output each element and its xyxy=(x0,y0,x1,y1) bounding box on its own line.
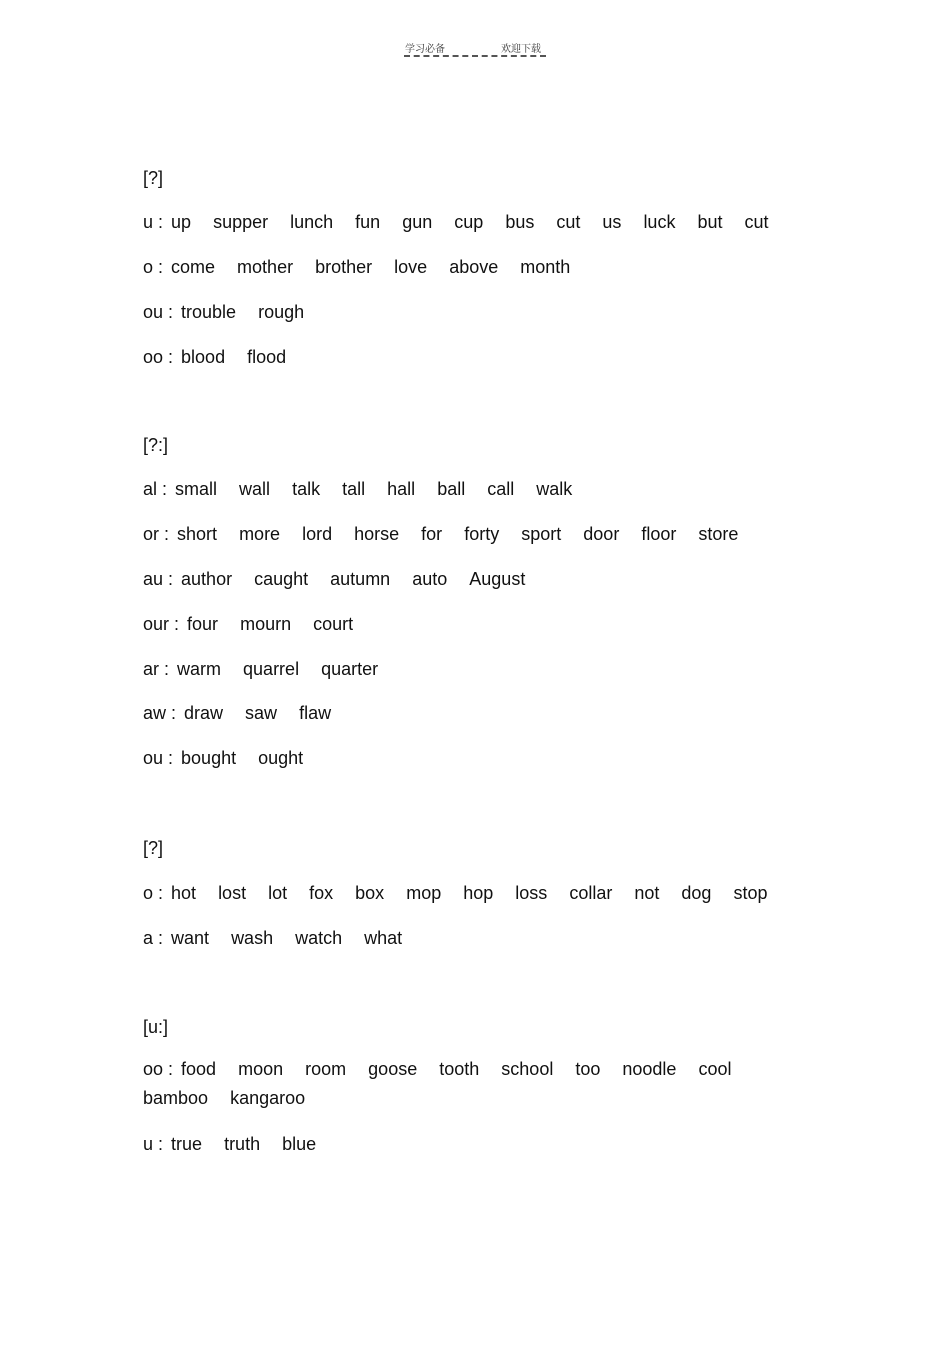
example-word: come xyxy=(171,257,216,277)
spelling-row xyxy=(143,748,320,769)
example-word: luck xyxy=(643,212,676,232)
example-word: more xyxy=(239,524,281,544)
spelling-pattern: or : xyxy=(143,524,170,544)
example-word: food xyxy=(181,1059,217,1079)
example-word: wash xyxy=(231,928,274,948)
spelling-pattern: u : xyxy=(143,1134,164,1154)
example-word: kangaroo xyxy=(230,1088,306,1108)
phonetic-symbol: [?] xyxy=(143,838,164,858)
example-word: caught xyxy=(254,569,309,589)
example-word: cut xyxy=(744,212,769,232)
example-word: gun xyxy=(402,212,433,232)
example-word: loss xyxy=(515,883,548,903)
example-word: court xyxy=(313,614,354,634)
example-word: door xyxy=(583,524,620,544)
example-word: box xyxy=(355,883,385,903)
example-word: mother xyxy=(237,257,294,277)
phonetic-symbol: [?:] xyxy=(143,435,169,455)
spelling-pattern: oo : xyxy=(143,347,174,367)
spelling-row xyxy=(143,928,419,949)
spelling-pattern: a : xyxy=(143,928,164,948)
spelling-row xyxy=(143,883,785,904)
spelling-pattern: au : xyxy=(143,569,174,589)
page-header xyxy=(404,38,546,58)
example-word: floor xyxy=(641,524,677,544)
example-word: hot xyxy=(171,883,197,903)
example-word: sport xyxy=(521,524,562,544)
header-dashed-rule xyxy=(404,55,546,57)
example-word: above xyxy=(449,257,499,277)
example-word: too xyxy=(575,1059,601,1079)
spelling-row xyxy=(143,347,303,368)
spelling-pattern: our : xyxy=(143,614,180,634)
example-word: four xyxy=(187,614,219,634)
example-word: hall xyxy=(387,479,416,499)
spelling-pattern: al : xyxy=(143,479,168,499)
example-word: supper xyxy=(213,212,269,232)
example-word: mourn xyxy=(240,614,292,634)
example-word: rough xyxy=(258,302,305,322)
example-word: quarter xyxy=(321,659,379,679)
spelling-pattern: oo : xyxy=(143,1059,174,1079)
example-word: for xyxy=(421,524,443,544)
example-word: autumn xyxy=(330,569,391,589)
spelling-pattern: ou : xyxy=(143,748,174,768)
example-word: us xyxy=(602,212,622,232)
example-word: collar xyxy=(569,883,613,903)
example-word: lunch xyxy=(290,212,334,232)
example-word: small xyxy=(175,479,218,499)
example-word: watch xyxy=(295,928,343,948)
example-word: talk xyxy=(292,479,321,499)
spelling-row xyxy=(143,479,589,500)
example-word: store xyxy=(698,524,739,544)
spelling-row xyxy=(143,614,370,635)
example-word: moon xyxy=(238,1059,284,1079)
example-word: noodle xyxy=(622,1059,677,1079)
example-word: draw xyxy=(184,703,224,723)
example-word: not xyxy=(634,883,660,903)
example-word: ought xyxy=(258,748,304,768)
example-word: August xyxy=(469,569,526,589)
example-word: fox xyxy=(309,883,334,903)
example-word: what xyxy=(364,928,403,948)
example-word: month xyxy=(520,257,571,277)
example-word: lot xyxy=(268,883,288,903)
example-word: hop xyxy=(463,883,494,903)
example-word: tall xyxy=(342,479,366,499)
example-word: up xyxy=(171,212,192,232)
spelling-row xyxy=(143,703,348,724)
example-word: but xyxy=(697,212,723,232)
example-word: bamboo xyxy=(143,1088,209,1108)
example-word: goose xyxy=(368,1059,418,1079)
spelling-pattern: o : xyxy=(143,257,164,277)
example-word: trouble xyxy=(181,302,237,322)
spelling-row xyxy=(143,257,587,278)
spelling-pattern: o : xyxy=(143,883,164,903)
example-word: fun xyxy=(355,212,381,232)
example-word: blood xyxy=(181,347,226,367)
spelling-pattern: u : xyxy=(143,212,164,232)
example-word: truth xyxy=(224,1134,261,1154)
example-word: bus xyxy=(505,212,535,232)
phonetic-symbol: [?] xyxy=(143,168,164,188)
example-word: cool xyxy=(698,1059,732,1079)
example-word: horse xyxy=(354,524,400,544)
spelling-pattern: aw : xyxy=(143,703,177,723)
example-word: brother xyxy=(315,257,373,277)
example-word: mop xyxy=(406,883,442,903)
example-word: tooth xyxy=(439,1059,480,1079)
example-word: dog xyxy=(681,883,712,903)
example-word: want xyxy=(171,928,210,948)
example-word: blue xyxy=(282,1134,317,1154)
spelling-row xyxy=(143,1134,333,1155)
header-right-text: 欢迎下载 xyxy=(501,44,541,55)
example-word: call xyxy=(487,479,515,499)
spelling-pattern: ou : xyxy=(143,302,174,322)
header-left-text: 学习必备 xyxy=(405,44,445,55)
example-word: saw xyxy=(245,703,278,723)
example-word: school xyxy=(501,1059,554,1079)
example-word: cut xyxy=(556,212,581,232)
example-word: bought xyxy=(181,748,237,768)
example-word: auto xyxy=(412,569,448,589)
spelling-pattern: ar : xyxy=(143,659,170,679)
example-word: lord xyxy=(302,524,333,544)
spelling-row xyxy=(143,1055,803,1113)
example-word: wall xyxy=(239,479,271,499)
example-word: true xyxy=(171,1134,203,1154)
spelling-row xyxy=(143,302,321,323)
spelling-row xyxy=(143,524,755,545)
example-word: stop xyxy=(733,883,768,903)
example-word: cup xyxy=(454,212,484,232)
example-word: room xyxy=(305,1059,347,1079)
example-word: lost xyxy=(218,883,247,903)
example-word: warm xyxy=(177,659,222,679)
example-word: short xyxy=(177,524,218,544)
example-word: forty xyxy=(464,524,500,544)
example-word: ball xyxy=(437,479,466,499)
spelling-row xyxy=(143,569,542,590)
example-word: author xyxy=(181,569,233,589)
example-word: love xyxy=(394,257,428,277)
phonetic-symbol: [u:] xyxy=(143,1017,169,1037)
example-word: quarrel xyxy=(243,659,300,679)
example-word: flood xyxy=(247,347,287,367)
spelling-row xyxy=(143,212,786,233)
spelling-row xyxy=(143,659,395,680)
example-word: walk xyxy=(536,479,573,499)
example-word: flaw xyxy=(299,703,332,723)
